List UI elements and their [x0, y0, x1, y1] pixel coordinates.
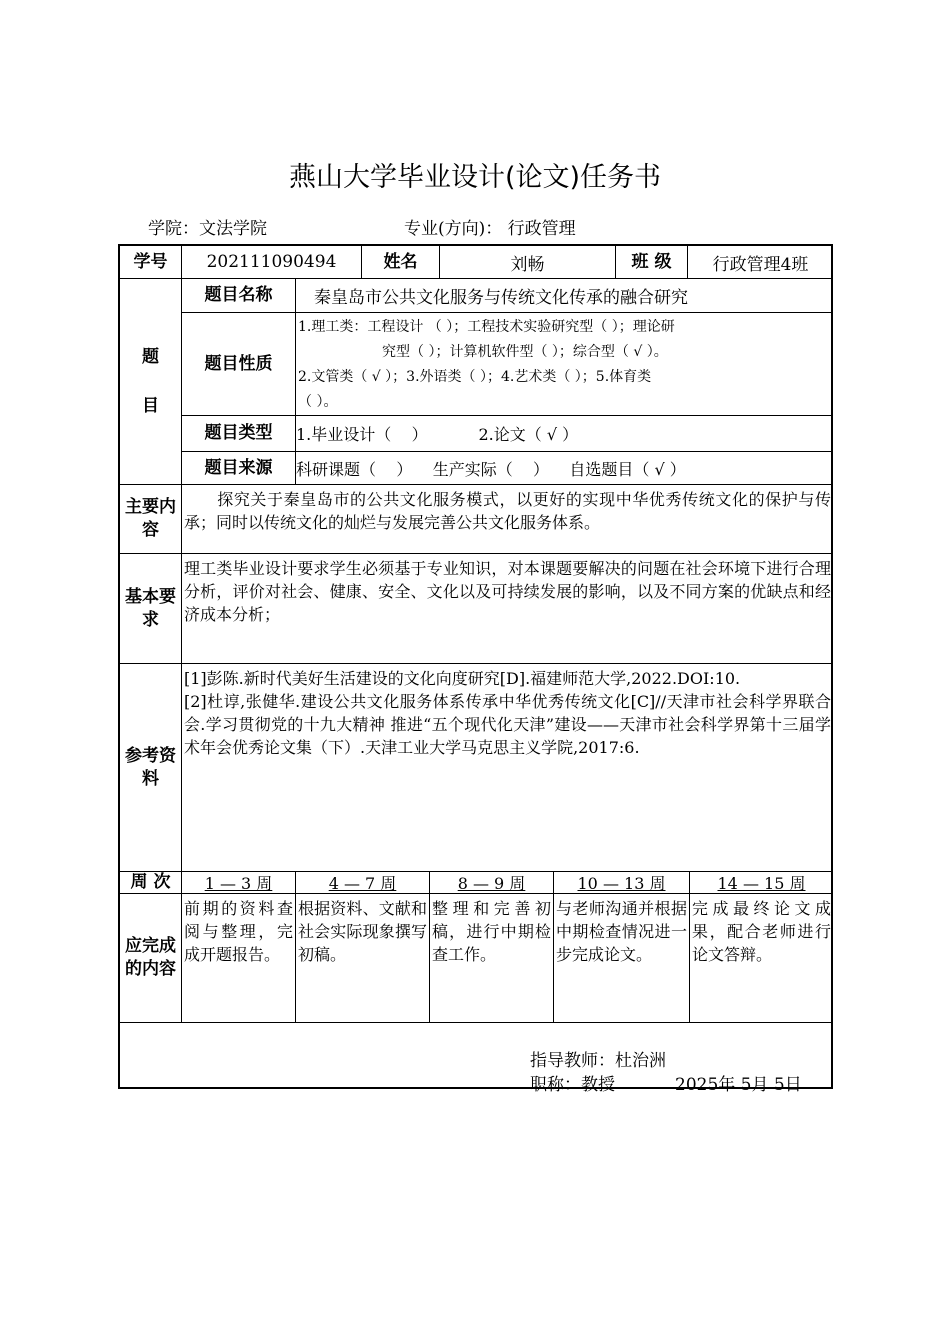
- task-table: [118, 244, 833, 1095]
- advisor-title: 职称：教授: [530, 1075, 615, 1095]
- class-value: 行政管理4班: [688, 246, 833, 279]
- references-text: [182, 664, 833, 872]
- topic-label-top: 题: [142, 346, 159, 367]
- main-content-label: 主要内容: [120, 485, 182, 554]
- reference-2: [2]杜谆,张健华.建设公共文化服务体系传承中华优秀传统文化[C]//天津市社会科学界联合会.学习贯彻党的十九大精神 推进“五个现代化天津”建设——天津市社会科学界第十三届学术年会优秀论文集（下）.天津工业大学马克思主义学院,2017:6.: [184, 692, 831, 757]
- topic-nature-value: [296, 313, 833, 416]
- task-4: 与老师沟通并根据中期检查情况进一步完成论文。: [554, 894, 690, 1023]
- topic-name-label: 题目名称: [182, 279, 296, 313]
- topic-type-label: 题目类型: [182, 416, 296, 452]
- task-2: 根据资料、文献和社会实际现象撰写初稿。: [296, 894, 430, 1023]
- nature-line-4: （ ）。: [298, 394, 338, 410]
- week-3: 8 — 9 周: [430, 872, 554, 894]
- topic-source-value: 科研课题（ ） 生产实际（ ） 自选题目（ √ ）: [296, 452, 833, 485]
- signature-date: 2025年 5月 5日: [675, 1075, 802, 1095]
- class-label: 班 级: [616, 246, 688, 279]
- nature-line-2: 究型（ ）；计算机软件型（ ）；综合型（ √ ）。: [382, 344, 668, 360]
- topic-section-label: [120, 279, 182, 485]
- student-id-value: 202111090494: [182, 246, 362, 279]
- nature-line-3: 2.文管类（ √ ）；3.外语类（ ）；4.艺术类（ ）；5.体育类: [298, 369, 652, 385]
- week-5: 14 — 15 周: [690, 872, 833, 894]
- student-id-label: 学号: [120, 246, 182, 279]
- major-field: 专业(方向)： 行政管理: [404, 219, 576, 239]
- advisor-signature: 指导教师：杜治洲: [530, 1051, 666, 1071]
- week-1: 1 — 3 周: [182, 872, 296, 894]
- task-3: 整理和完善初稿，进行中期检查工作。: [430, 894, 554, 1023]
- tasks-label: 应完成的内容: [120, 894, 182, 1023]
- week-4: 10 — 13 周: [554, 872, 690, 894]
- reference-1: [1]彭陈.新时代美好生活建设的文化向度研究[D].福建师范大学,2022.DOI:10.: [184, 669, 741, 688]
- topic-name-value: 秦皇岛市公共文化服务与传统文化传承的融合研究: [296, 279, 833, 313]
- page-title: 燕山大学毕业设计(论文)任务书: [288, 162, 662, 193]
- main-content-text: 探究关于秦皇岛市的公共文化服务模式，以更好的实现中华优秀传统文化的保护与传承；同时以传统文化的灿烂与发展完善公共文化服务体系。: [182, 485, 833, 554]
- requirements-label: 基本要求: [120, 554, 182, 664]
- requirements-text: 理工类毕业设计要求学生必须基于专业知识，对本课题要解决的问题在社会环境下进行合理分析，评价对社会、健康、安全、文化以及可持续发展的影响，以及不同方案的优缺点和经济成本分析；: [182, 554, 833, 664]
- week-2: 4 — 7 周: [296, 872, 430, 894]
- topic-label-bottom: 目: [142, 395, 159, 416]
- topic-type-value: 1.毕业设计（ ） 2.论文（ √ ）: [296, 416, 833, 452]
- name-label: 姓名: [362, 246, 440, 279]
- task-1: 前期的资料查阅与整理，完成开题报告。: [182, 894, 296, 1023]
- name-value: 刘畅: [440, 246, 616, 279]
- college-field: 学院：文法学院: [148, 219, 267, 239]
- topic-nature-label: 题目性质: [182, 313, 296, 416]
- references-label: 参考资料: [120, 664, 182, 872]
- topic-source-label: 题目来源: [182, 452, 296, 485]
- nature-line-1: 1.理工类：工程设计 （ ）；工程技术实验研究型（ ）；理论研: [298, 319, 675, 335]
- task-5: 完成最终论文成果，配合老师进行论文答辩。: [690, 894, 833, 1023]
- week-label: 周 次: [120, 872, 182, 894]
